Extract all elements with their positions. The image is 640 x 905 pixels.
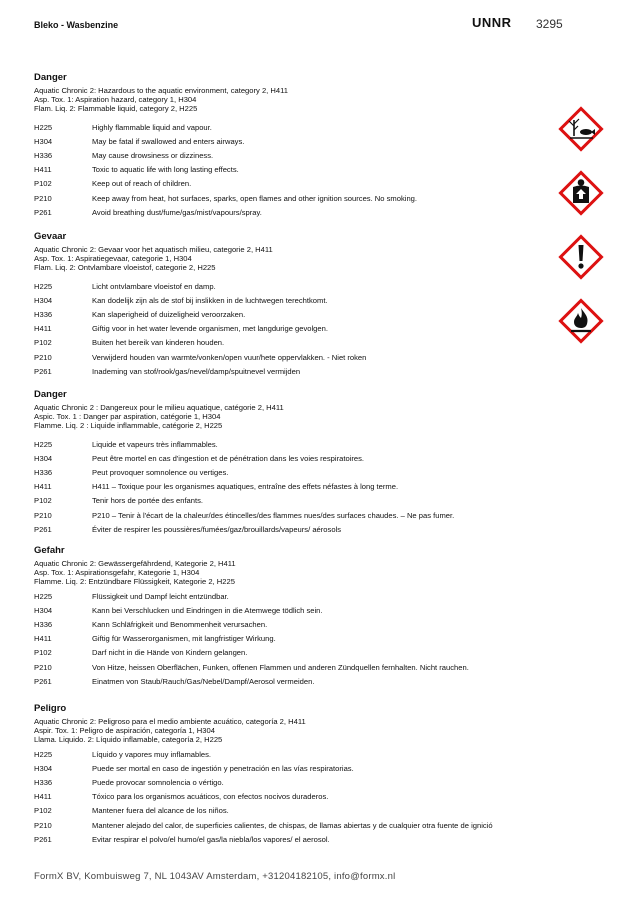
- phrase-code: H304: [34, 136, 53, 146]
- phrase-text: Éviter de respirer les poussières/fumées/gaz/brouillards/vapeurs/ aérosols: [92, 524, 342, 534]
- section-en: [34, 72, 554, 220]
- phrase-list: [34, 121, 554, 220]
- phrase-code: H304: [34, 453, 53, 463]
- phrase-row: [34, 604, 554, 618]
- phrase-code: H304: [34, 605, 53, 615]
- phrase-text: Liquide et vapeurs très inflammables.: [92, 439, 218, 449]
- phrase-row: [34, 590, 554, 604]
- classification-line: Aquatic Chronic 2: Gevaar voor het aquatisch milieu, categorie 2, H411: [34, 245, 273, 254]
- phrase-code: P210: [34, 352, 52, 362]
- phrase-row: [34, 833, 554, 847]
- section-title: Danger: [34, 389, 67, 400]
- phrase-code: H225: [34, 281, 53, 291]
- phrase-text: Tóxico para los organismos acuáticos, con efectos nocivos duraderos.: [92, 792, 329, 802]
- classification-line: Aquatic Chronic 2: Gewässergefährdend, Kategorie 2, H411: [34, 559, 236, 568]
- phrase-row: [34, 466, 554, 480]
- section-title: Peligro: [34, 703, 67, 714]
- phrase-code: P210: [34, 820, 52, 830]
- classification-line: Llama. Liquido. 2: Líquido inflamable, categoría 2, H225: [34, 735, 223, 745]
- phrase-text: Keep out of reach of children.: [92, 179, 192, 189]
- phrase-code: P210: [34, 193, 52, 203]
- classification-line: Aquatic Chronic 2: Hazardous to the aquatic environment, category 2, H411: [34, 86, 288, 95]
- phrase-code: P261: [34, 676, 52, 686]
- classification-line: Aspic. Tox. 1 : Danger par aspiration, catégorie 1, H304: [34, 412, 221, 422]
- phrase-code: H411: [34, 324, 52, 334]
- phrase-text: Einatmen von Staub/Rauch/Gas/Nebel/Dampf/Aerosol vermeiden.: [92, 676, 315, 686]
- phrase-text: Giftig für Wasserorganismen, mit langfristiger Wirkung.: [92, 634, 276, 644]
- phrase-text: Inademing van stof/rook/gas/nevel/damp/spuitnevel vermijden: [92, 366, 301, 376]
- phrase-row: [34, 177, 554, 191]
- section-nl: [34, 231, 554, 379]
- phrase-row: [34, 618, 554, 632]
- section-de: [34, 545, 554, 689]
- phrase-list: [34, 748, 554, 847]
- phrase-row: [34, 336, 554, 350]
- phrase-text: Keep away from heat, hot surfaces, sparks, open flames and other ignition sources. No smoking.: [92, 193, 418, 203]
- phrase-code: H336: [34, 619, 53, 629]
- phrase-text: May be fatal if swallowed and enters airways.: [92, 136, 245, 146]
- phrase-code: H336: [34, 777, 53, 787]
- classification-line: Aquatic Chronic 2: Peligroso para el medio ambiente acuático, categoría 2, H411: [34, 717, 306, 726]
- phrase-row: [34, 762, 554, 776]
- phrase-row: [34, 351, 554, 365]
- phrase-list: [34, 280, 554, 379]
- phrase-row: [34, 163, 554, 177]
- phrase-text: P210 – Tenir à l'écart de la chaleur/des étincelles/des flammes nues/des surfaces chaudes. – Ne pas fumer.: [92, 510, 455, 520]
- product-title: Bleko - Wasbenzine: [34, 20, 119, 30]
- phrase-text: Darf nicht in die Hände von Kindern gelangen.: [92, 648, 248, 658]
- phrase-row: [34, 509, 554, 523]
- flame-icon: [556, 296, 606, 346]
- classification-line: Asp. Tox. 1: Aspiratiegevaar, categorie 1, H304: [34, 254, 192, 264]
- phrase-code: H304: [34, 295, 53, 305]
- section-title: Gefahr: [34, 545, 65, 556]
- phrase-code: H225: [34, 749, 53, 759]
- phrase-row: [34, 452, 554, 466]
- classification-line: Flam. Liq. 2: Ontvlambare vloeistof, categorie 2, H225: [34, 263, 216, 273]
- phrase-code: P102: [34, 338, 52, 348]
- classification-line: Flamme. Liq. 2 : Liquide inflammable, catégorie 2, H225: [34, 421, 223, 431]
- phrase-code: H304: [34, 763, 53, 773]
- phrase-row: [34, 322, 554, 336]
- phrase-text: Puede provocar somnolencia o vértigo.: [92, 777, 224, 787]
- classification-line: Flamme. Liq. 2: Entzündbare Flüssigkeit, Kategorie 2, H225: [34, 577, 235, 587]
- phrase-code: H411: [34, 792, 52, 802]
- phrase-row: [34, 438, 554, 452]
- classification-line: Asp. Tox. 1: Aspirationsgefahr, Kategorie 1, H304: [34, 568, 200, 578]
- phrase-code: P102: [34, 496, 52, 506]
- phrase-text: Avoid breathing dust/fume/gas/mist/vapours/spray.: [92, 207, 262, 217]
- footer-address: FormX BV, Kombuisweg 7, NL 1043AV Amsterdam, +31204182105, info@formx.nl: [34, 871, 396, 882]
- phrase-text: Peut être mortel en cas d'ingestion et de pénétration dans les voies respiratoires.: [92, 453, 365, 463]
- phrase-text: H411 – Toxique pour les organismes aquatiques, entraîne des effets néfastes à long terme.: [92, 482, 399, 492]
- classification-line: Aquatic Chronic 2 : Dangereux pour le milieu aquatique, catégorie 2, H411: [34, 403, 284, 412]
- section-title: Danger: [34, 72, 67, 83]
- pictogram-column: [556, 104, 606, 360]
- phrase-row: [34, 192, 554, 206]
- section-fr: [34, 389, 554, 537]
- phrase-text: Kann Schläfrigkeit und Benommenheit verursachen.: [92, 619, 268, 629]
- health-hazard-icon: [556, 168, 606, 218]
- unnr-label: UNNR: [472, 15, 512, 30]
- phrase-row: [34, 135, 554, 149]
- phrase-text: Buiten het bereik van kinderen houden.: [92, 338, 225, 348]
- unnr-number: 3295: [536, 17, 563, 31]
- phrase-row: [34, 819, 554, 833]
- phrase-row: [34, 294, 554, 308]
- phrase-code: P210: [34, 510, 52, 520]
- phrase-text: Toxic to aquatic life with long lasting effects.: [92, 165, 239, 175]
- phrase-code: P261: [34, 366, 52, 376]
- phrase-code: H225: [34, 591, 53, 601]
- phrase-code: P261: [34, 834, 52, 844]
- phrase-text: Tenir hors de portée des enfants.: [92, 496, 204, 506]
- phrase-text: Evitar respirar el polvo/el humo/el gas/la niebla/los vapores/ el aerosol.: [92, 834, 330, 844]
- phrase-row: [34, 646, 554, 660]
- section-es: [34, 703, 554, 847]
- phrase-list: [34, 438, 554, 537]
- phrase-row: [34, 804, 554, 818]
- phrase-row: [34, 748, 554, 762]
- phrase-text: Von Hitze, heissen Oberflächen, Funken, offenen Flammen und anderen Zündquellen fernhalten. Nicht rauchen.: [92, 662, 469, 672]
- phrase-code: P102: [34, 806, 52, 816]
- phrase-row: [34, 308, 554, 322]
- phrase-code: H225: [34, 439, 53, 449]
- phrase-code: H336: [34, 150, 53, 160]
- phrase-code: H411: [34, 634, 52, 644]
- phrase-row: [34, 206, 554, 220]
- phrase-text: Licht ontvlambare vloeistof en damp.: [92, 281, 216, 291]
- phrase-code: P102: [34, 179, 52, 189]
- phrase-code: H336: [34, 467, 53, 477]
- phrase-code: P261: [34, 524, 52, 534]
- phrase-row: [34, 365, 554, 379]
- phrase-code: P210: [34, 662, 52, 672]
- phrase-row: [34, 523, 554, 537]
- phrase-text: Peut provoquer somnolence ou vertiges.: [92, 467, 229, 477]
- phrase-text: Giftig voor in het water levende organismen, met langdurige gevolgen.: [92, 324, 328, 334]
- phrase-text: Verwijderd houden van warmte/vonken/open vuur/hete oppervlakken. - Niet roken: [92, 352, 367, 362]
- classification-line: Flam. Liq. 2: Flammable liquid, category 2, H225: [34, 104, 198, 114]
- phrase-row: [34, 121, 554, 135]
- phrase-text: Highly flammable liquid and vapour.: [92, 122, 212, 132]
- phrase-row: [34, 494, 554, 508]
- phrase-row: [34, 790, 554, 804]
- phrase-text: Kan slaperigheid of duizeligheid veroorzaken.: [92, 309, 246, 319]
- phrase-code: H336: [34, 309, 53, 319]
- classification-line: Asp. Tox. 1: Aspiration hazard, category 1, H304: [34, 95, 197, 105]
- phrase-text: Puede ser mortal en caso de ingestión y penetración en las vías respiratorias.: [92, 763, 354, 773]
- phrase-code: P261: [34, 207, 52, 217]
- phrase-row: [34, 280, 554, 294]
- phrase-text: Flüssigkeit und Dampf leicht entzündbar.: [92, 591, 229, 601]
- phrase-row: [34, 632, 554, 646]
- phrase-text: Kann bei Verschlucken und Eindringen in die Atemwege tödlich sein.: [92, 605, 323, 615]
- phrase-text: Kan dodelijk zijn als de stof bij inslikken in de luchtwegen terechtkomt.: [92, 295, 328, 305]
- phrase-text: Mantener alejado del calor, de superficies calientes, de chispas, de llamas abiertas y de cualquier otra fuente de ignició: [92, 820, 493, 830]
- phrase-row: [34, 675, 554, 689]
- phrase-code: P102: [34, 648, 52, 658]
- environment-icon: [556, 104, 606, 154]
- phrase-row: [34, 776, 554, 790]
- phrase-code: H411: [34, 482, 52, 492]
- phrase-row: [34, 661, 554, 675]
- phrase-list: [34, 590, 554, 689]
- phrase-row: [34, 149, 554, 163]
- exclamation-icon: [556, 232, 606, 282]
- phrase-code: H225: [34, 122, 53, 132]
- phrase-text: Líquido y vapores muy inflamables.: [92, 749, 212, 759]
- phrase-code: H411: [34, 165, 52, 175]
- phrase-row: [34, 480, 554, 494]
- classification-line: Aspir. Tox. 1: Peligro de aspiración, categoría 1, H304: [34, 726, 215, 736]
- phrase-text: May cause drowsiness or dizziness.: [92, 150, 214, 160]
- phrase-text: Mantener fuera del alcance de los niños.: [92, 806, 229, 816]
- section-title: Gevaar: [34, 231, 67, 242]
